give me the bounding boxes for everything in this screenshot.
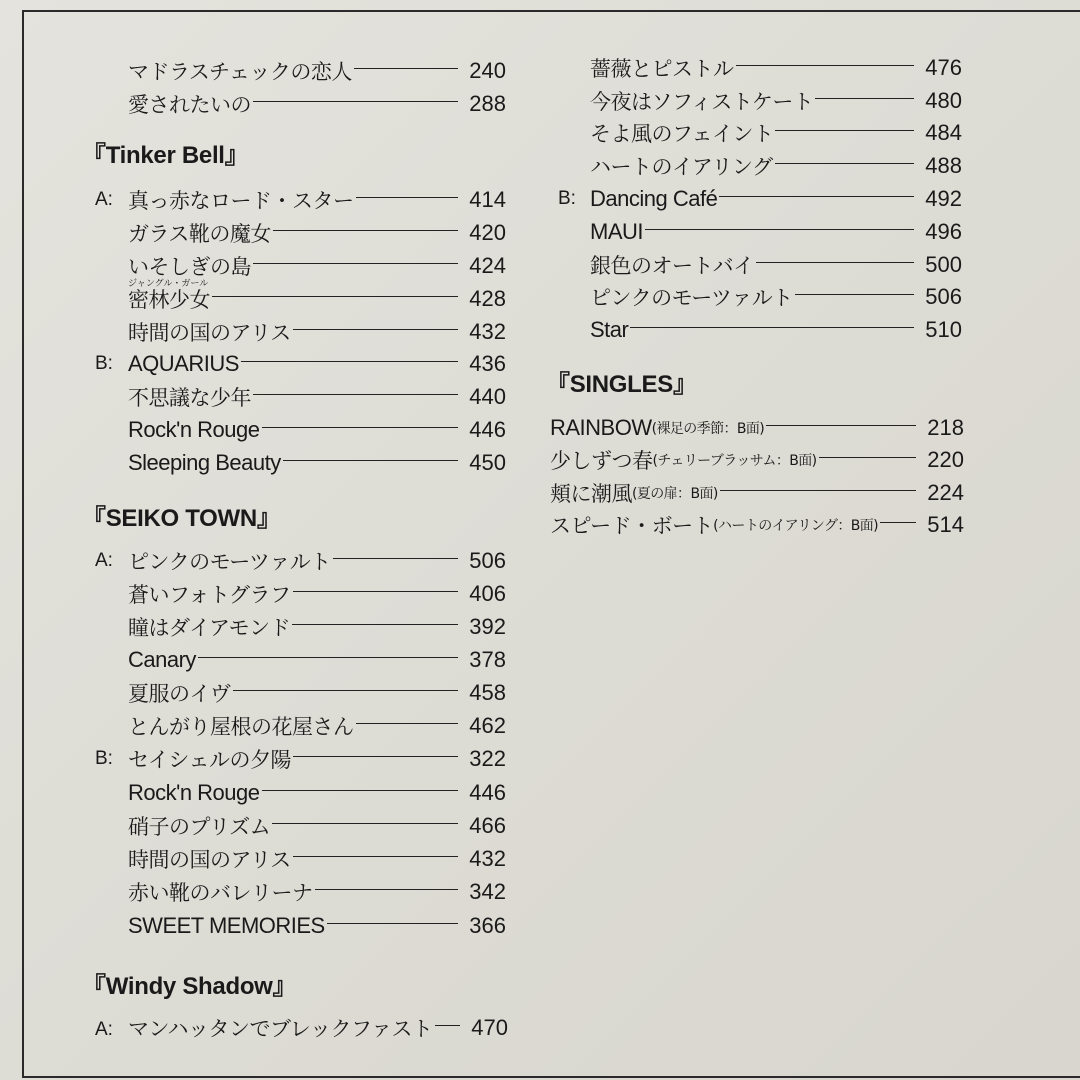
- page-number: 224: [927, 480, 964, 505]
- leader-line: [354, 68, 458, 69]
- index-row: [128, 811, 506, 841]
- index-row: [128, 317, 506, 347]
- album-heading-tinker-bell: 『Tinker Bell』: [82, 142, 249, 169]
- page-number: 506: [469, 548, 506, 573]
- page-number: 458: [469, 680, 506, 705]
- leader-line: [273, 230, 458, 231]
- leader-line: [645, 229, 914, 230]
- page-number: 378: [469, 647, 506, 672]
- song-title: マンハッタンでブレックファスト: [128, 1017, 433, 1041]
- song-title: RAINBOW: [550, 415, 652, 440]
- page-number: 476: [925, 55, 962, 80]
- page-number: 488: [925, 153, 962, 178]
- song-title: 密林少女: [128, 288, 210, 312]
- page-number: 342: [469, 879, 506, 904]
- page-number: 432: [469, 846, 506, 871]
- page-number: 392: [469, 614, 506, 639]
- song-title: AQUARIUS: [128, 351, 239, 376]
- index-row: [590, 250, 962, 280]
- page-number: 414: [469, 187, 506, 212]
- leader-line: [719, 196, 914, 197]
- song-title: 薔薇とピストル: [590, 57, 734, 81]
- leader-line: [198, 657, 458, 658]
- side-a-label: A:: [95, 1019, 113, 1040]
- leader-line: [253, 101, 458, 102]
- song-title: 愛されたいの: [128, 93, 251, 117]
- leader-line: [272, 823, 458, 824]
- leader-line: [356, 197, 459, 198]
- index-row: [128, 89, 506, 119]
- index-row: [590, 118, 962, 148]
- index-row: [128, 546, 506, 576]
- index-row: [590, 53, 962, 83]
- leader-line: [356, 723, 459, 724]
- index-row: [128, 1013, 508, 1043]
- song-title: 不思議な少年: [128, 386, 251, 410]
- song-title: SWEET MEMORIES: [128, 913, 325, 938]
- song-title: 少しずつ春: [550, 449, 653, 473]
- index-row: [128, 382, 506, 412]
- index-row: [590, 184, 962, 214]
- page-number: 446: [469, 417, 506, 442]
- leader-line: [212, 296, 458, 297]
- page-number: 466: [469, 813, 506, 838]
- leader-line: [327, 923, 458, 924]
- song-title: 硝子のプリズム: [128, 815, 271, 839]
- leader-line: [766, 425, 916, 426]
- song-title: 蒼いフォトグラフ: [128, 583, 291, 607]
- index-row: [550, 413, 964, 443]
- index-row: [128, 645, 506, 675]
- page-number: 510: [925, 317, 962, 342]
- song-title: ガラス靴の魔女: [128, 222, 271, 246]
- album-heading-singles: 『SINGLES』: [546, 371, 697, 398]
- leader-line: [262, 790, 459, 791]
- leader-line: [775, 130, 914, 131]
- song-title: ピンクのモーツァルト: [590, 286, 793, 310]
- index-row: [550, 445, 964, 475]
- page-number: 450: [469, 450, 506, 475]
- index-row: [128, 185, 506, 215]
- page-number: 424: [469, 253, 506, 278]
- leader-line: [293, 856, 458, 857]
- page-number: 462: [469, 713, 506, 738]
- index-row: [128, 218, 506, 248]
- song-title: 今夜はソフィストケート: [590, 90, 814, 114]
- leader-line: [315, 889, 459, 890]
- song-note: (裸足の季節：B面): [651, 421, 765, 437]
- leader-line: [880, 522, 916, 523]
- leader-line: [293, 329, 458, 330]
- index-row: [590, 282, 962, 312]
- song-title: とんがり屋根の花屋さん: [128, 715, 354, 739]
- song-title: いそしぎの島: [128, 255, 251, 279]
- leader-line: [795, 294, 914, 295]
- leader-line: [253, 263, 458, 264]
- song-title: ハートのイアリング: [590, 155, 773, 179]
- page-number: 240: [469, 58, 506, 83]
- leader-line: [253, 394, 458, 395]
- song-title: Star: [590, 317, 629, 342]
- index-row: [128, 844, 506, 874]
- index-row: [128, 448, 506, 478]
- album-heading-seiko-town: 『SEIKO TOWN』: [82, 505, 281, 532]
- page-number: 436: [469, 351, 506, 376]
- leader-line: [241, 361, 458, 362]
- index-row: [128, 877, 506, 907]
- page-number: 218: [927, 415, 964, 440]
- index-row: [590, 86, 962, 116]
- page-number: 500: [925, 252, 962, 277]
- song-title: Rock'n Rouge: [128, 780, 260, 805]
- index-row: [128, 744, 506, 774]
- leader-line: [630, 327, 914, 328]
- song-title: セイシェルの夕陽: [128, 748, 291, 772]
- song-title: マドラスチェックの恋人: [128, 60, 352, 84]
- index-row: [590, 151, 962, 181]
- index-row: [128, 579, 506, 609]
- song-title: そよ風のフェイント: [590, 122, 774, 146]
- index-row: [550, 478, 964, 508]
- leader-line: [333, 558, 458, 559]
- side-a-label: A:: [95, 550, 113, 571]
- page-number: 514: [927, 512, 964, 537]
- leader-line: [756, 262, 914, 263]
- song-title: 赤い靴のバレリーナ: [128, 881, 313, 905]
- side-b-label: B:: [95, 353, 113, 374]
- page-number: 506: [925, 284, 962, 309]
- leader-line: [819, 457, 916, 458]
- index-row: [128, 612, 506, 642]
- index-row: [550, 510, 964, 540]
- side-b-label: B:: [558, 188, 576, 209]
- song-title: 瞳はダイアモンド: [128, 616, 291, 640]
- side-a-label: A:: [95, 189, 113, 210]
- index-row: [128, 415, 506, 445]
- song-title: 時間の国のアリス: [128, 848, 291, 872]
- page-number: 432: [469, 319, 506, 344]
- song-title: 夏服のイヴ: [128, 682, 231, 706]
- song-title: Sleeping Beauty: [128, 450, 281, 475]
- leader-line: [815, 98, 914, 99]
- side-b-label: B:: [95, 748, 113, 769]
- song-title: ピンクのモーツァルト: [128, 550, 331, 574]
- leader-line: [736, 65, 915, 66]
- index-row: [590, 315, 962, 345]
- song-note: (ハートのイアリング：B面): [713, 518, 879, 534]
- page-number: 496: [925, 219, 962, 244]
- page-number: 470: [471, 1015, 508, 1040]
- page-number: 446: [469, 780, 506, 805]
- page-number: 480: [925, 88, 962, 113]
- song-note: (チェリーブラッサム：B面): [652, 453, 817, 469]
- page-number: 492: [925, 186, 962, 211]
- leader-line: [262, 427, 459, 428]
- page-number: 288: [469, 91, 506, 116]
- page-number: 484: [925, 120, 962, 145]
- song-title: MAUI: [590, 219, 643, 244]
- index-row: [128, 284, 506, 314]
- page-number: 406: [469, 581, 506, 606]
- song-title: Dancing Café: [590, 186, 718, 211]
- song-title: Canary: [128, 647, 196, 672]
- page-number: 420: [469, 220, 506, 245]
- index-row: [128, 711, 506, 741]
- leader-line: [775, 163, 914, 164]
- song-title: 頬に潮風: [550, 482, 632, 506]
- index-row: [128, 778, 506, 808]
- leader-line: [283, 460, 458, 461]
- index-row: [128, 911, 506, 941]
- leader-line: [720, 490, 916, 491]
- leader-line: [292, 624, 458, 625]
- index-row: [128, 678, 506, 708]
- leader-line: [233, 690, 459, 691]
- index-row: [590, 217, 962, 247]
- song-title: 銀色のオートバイ: [590, 254, 754, 278]
- song-title: スピード・ボート: [550, 514, 714, 538]
- page-number: 220: [927, 447, 964, 472]
- song-title: 時間の国のアリス: [128, 321, 291, 345]
- index-row: [128, 56, 506, 86]
- index-row: [128, 349, 506, 379]
- page-number: 366: [469, 913, 506, 938]
- album-heading-windy-shadow: 『Windy Shadow』: [82, 973, 297, 1000]
- leader-line: [293, 756, 458, 757]
- song-title: Rock'n Rouge: [128, 417, 260, 442]
- page-number: 428: [469, 286, 506, 311]
- page-number: 440: [469, 384, 506, 409]
- song-title: 真っ赤なロード・スター: [128, 189, 354, 213]
- leader-line: [435, 1025, 460, 1026]
- ruby-reading: ジャングル・ガール: [128, 279, 209, 289]
- song-note: (夏の扉：B面): [632, 486, 718, 502]
- leader-line: [293, 591, 458, 592]
- page-number: 322: [469, 746, 506, 771]
